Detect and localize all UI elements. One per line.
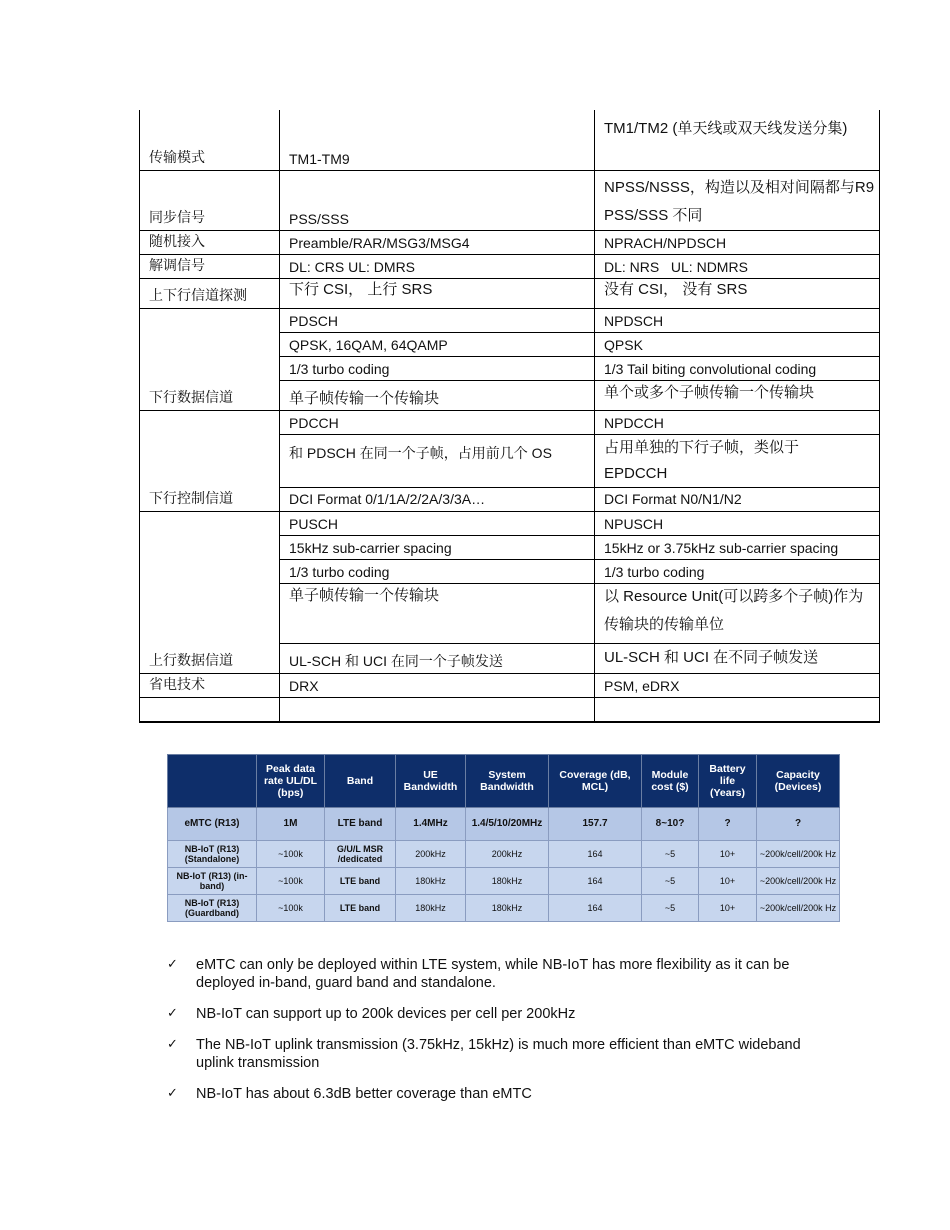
row-divider (279, 356, 880, 357)
column-divider (594, 110, 595, 723)
bullet-text: eMTC can only be deployed within LTE system, while NB-IoT has more flexibility as it can be deployed in-band, guard band and standalone. (196, 957, 790, 991)
lte-cell: 15kHz sub-carrier spacing (289, 540, 452, 556)
column-divider (279, 110, 280, 723)
column-divider (879, 110, 880, 723)
lte-cell: 单子帧传输一个传输块 (289, 389, 440, 407)
table-cell: eMTC (R13) (168, 808, 257, 841)
nbiot-cell: 1/3 turbo coding (604, 564, 705, 580)
emtc-nbiot-table (167, 754, 840, 922)
row-divider (139, 673, 880, 674)
lte-cell: UL-SCH 和 UCI 在同一个子帧发送 (289, 653, 503, 669)
table-cell: ~5 (642, 895, 699, 922)
table-cell: 10+ (699, 895, 757, 922)
row-label: 上下行信道探测 (149, 288, 247, 304)
nbiot-cell: 1/3 Tail biting convolutional coding (604, 361, 817, 377)
header-cell (168, 755, 257, 808)
table-cell: ~200k/cell/200k Hz (757, 841, 840, 868)
row-divider (139, 254, 880, 255)
header-cell: Coverage (dB, MCL) (549, 755, 642, 808)
table-cell: 180kHz (466, 868, 549, 895)
nbiot-cell: NPRACH/NPDSCH (604, 235, 727, 251)
table-cell: 180kHz (466, 895, 549, 922)
table-cell: NB-IoT (R13) (in-band) (168, 868, 257, 895)
row-divider (279, 332, 880, 333)
table-cell: LTE band (325, 895, 396, 922)
list-item (165, 1085, 805, 1103)
table-cell: 1.4/5/10/20MHz (466, 808, 549, 841)
table-cell: 157.7 (549, 808, 642, 841)
lte-cell: QPSK, 16QAM, 64QAMP (289, 337, 448, 353)
header-cell: Band (325, 755, 396, 808)
row-divider (139, 697, 880, 698)
table-row (168, 841, 840, 868)
lte-cell: TM1-TM9 (289, 151, 350, 167)
checkmark-icon: ✓ (167, 1006, 178, 1021)
table-bottom-border (139, 721, 880, 723)
lte-cell: Preamble/RAR/MSG3/MSG4 (289, 235, 470, 251)
list-item (165, 1005, 805, 1023)
list-item (165, 956, 805, 992)
column-divider (139, 110, 140, 723)
row-label: 解调信号 (149, 258, 205, 274)
nbiot-cell: PSM, eDRX (604, 678, 680, 694)
table-row (168, 808, 840, 841)
nbiot-cell: NPDCCH (604, 415, 664, 431)
checkmark-icon: ✓ (167, 1037, 178, 1052)
table-cell: 180kHz (396, 868, 466, 895)
bullet-text: The NB-IoT uplink transmission (3.75kHz, 15kHz) is much more efficient than eMTC wideband uplink transmission (196, 1037, 801, 1071)
row-divider (139, 308, 880, 309)
table-cell: 164 (549, 841, 642, 868)
table-cell: 10+ (699, 868, 757, 895)
table-cell: ~100k (257, 841, 325, 868)
table-cell: NB-IoT (R13) (Standalone) (168, 841, 257, 868)
nbiot-cell: NPDSCH (604, 313, 664, 329)
nbiot-cell: QPSK (604, 337, 643, 353)
lte-cell: 单子帧传输一个传输块 (289, 586, 440, 604)
lte-cell: PUSCH (289, 516, 339, 532)
table-cell: G/U/L MSR /dedicated (325, 841, 396, 868)
checkmark-icon: ✓ (167, 957, 178, 972)
comparison-table (139, 110, 880, 723)
lte-cell: DCI Format 0/1/1A/2/2A/3/3A… (289, 491, 486, 507)
nbiot-cell: 15kHz or 3.75kHz sub-carrier spacing (604, 540, 839, 556)
table-cell: LTE band (325, 808, 396, 841)
table-cell: ? (699, 808, 757, 841)
table-cell: 1.4MHz (396, 808, 466, 841)
nbiot-cell: TM1/TM2 (单天线或双天线发送分集) (604, 120, 848, 137)
nbiot-cell: 没有 CSI， 没有 SRS (604, 281, 748, 298)
checkmark-icon: ✓ (167, 1086, 178, 1101)
lte-cell: PDSCH (289, 313, 339, 329)
table-header-row (168, 755, 840, 808)
table-cell: ~200k/cell/200k Hz (757, 868, 840, 895)
lte-cell: DL: CRS UL: DMRS (289, 259, 416, 275)
table-cell: 164 (549, 895, 642, 922)
table-cell: 200kHz (466, 841, 549, 868)
row-divider (139, 230, 880, 231)
row-label: 同步信号 (149, 210, 205, 226)
row-label: 传输模式 (149, 150, 205, 166)
table-cell: ? (757, 808, 840, 841)
comparison-bullets (165, 956, 805, 1116)
row-divider (139, 511, 880, 512)
row-divider (139, 170, 880, 171)
table-cell: 164 (549, 868, 642, 895)
table-cell: 180kHz (396, 895, 466, 922)
row-divider (279, 380, 880, 381)
table-cell: 10+ (699, 841, 757, 868)
list-item (165, 1036, 805, 1072)
table-row (168, 895, 840, 922)
lte-cell: 1/3 turbo coding (289, 564, 390, 580)
bullet-text: NB-IoT can support up to 200k devices per cell per 200kHz (196, 1006, 576, 1022)
header-cell: Capacity (Devices) (757, 755, 840, 808)
nbiot-cell: DL: NRS UL: NDMRS (604, 259, 748, 275)
header-cell: System Bandwidth (466, 755, 549, 808)
row-label: 下行控制信道 (149, 491, 233, 507)
header-cell: Peak data rate UL/DL (bps) (257, 755, 325, 808)
lte-cell: PDCCH (289, 415, 339, 431)
lte-cell: 下行 CSI， 上行 SRS (289, 281, 433, 298)
lte-cell: DRX (289, 678, 319, 694)
row-divider (139, 278, 880, 279)
header-cell: Battery life (Years) (699, 755, 757, 808)
lte-cell: 1/3 turbo coding (289, 361, 390, 377)
nbiot-cell: UL-SCH 和 UCI 在不同子帧发送 (604, 649, 819, 666)
table-cell: ~5 (642, 841, 699, 868)
table-cell: ~100k (257, 895, 325, 922)
nbiot-cell: 占用单独的下行子帧，类似于 EPDCCH (604, 439, 800, 482)
row-divider (139, 410, 880, 411)
table-cell: ~5 (642, 868, 699, 895)
row-label: 下行数据信道 (149, 390, 233, 406)
row-label: 上行数据信道 (149, 653, 233, 669)
table-cell: ~100k (257, 868, 325, 895)
row-label: 随机接入 (149, 234, 205, 250)
row-divider (279, 559, 880, 560)
row-divider (279, 643, 880, 644)
lte-cell: 和 PDSCH 在同一个子帧，占用前几个 OS (289, 445, 552, 461)
row-label: 省电技术 (149, 677, 205, 693)
table-cell: 200kHz (396, 841, 466, 868)
table-cell: ~200k/cell/200k Hz (757, 895, 840, 922)
lte-cell: PSS/SSS (289, 211, 349, 227)
header-cell: UE Bandwidth (396, 755, 466, 808)
table-row (168, 868, 840, 895)
table-cell: NB-IoT (R13) (Guardband) (168, 895, 257, 922)
nbiot-cell: 以 Resource Unit(可以跨多个子帧)作为传输块的传输单位 (604, 588, 864, 633)
nbiot-cell: 单个或多个子帧传输一个传输块 (604, 384, 815, 401)
header-cell: Module cost ($) (642, 755, 699, 808)
table-cell: 1M (257, 808, 325, 841)
nbiot-cell: NPUSCH (604, 516, 664, 532)
bullet-text: NB-IoT has about 6.3dB better coverage than eMTC (196, 1086, 532, 1102)
row-divider (279, 535, 880, 536)
nbiot-cell: DCI Format N0/N1/N2 (604, 491, 742, 507)
nbiot-cell: NPSS/NSSS，构造以及相对间隔都与R9 PSS/SSS 不同 (604, 179, 875, 224)
table-cell: LTE band (325, 868, 396, 895)
table-cell: 8~10? (642, 808, 699, 841)
